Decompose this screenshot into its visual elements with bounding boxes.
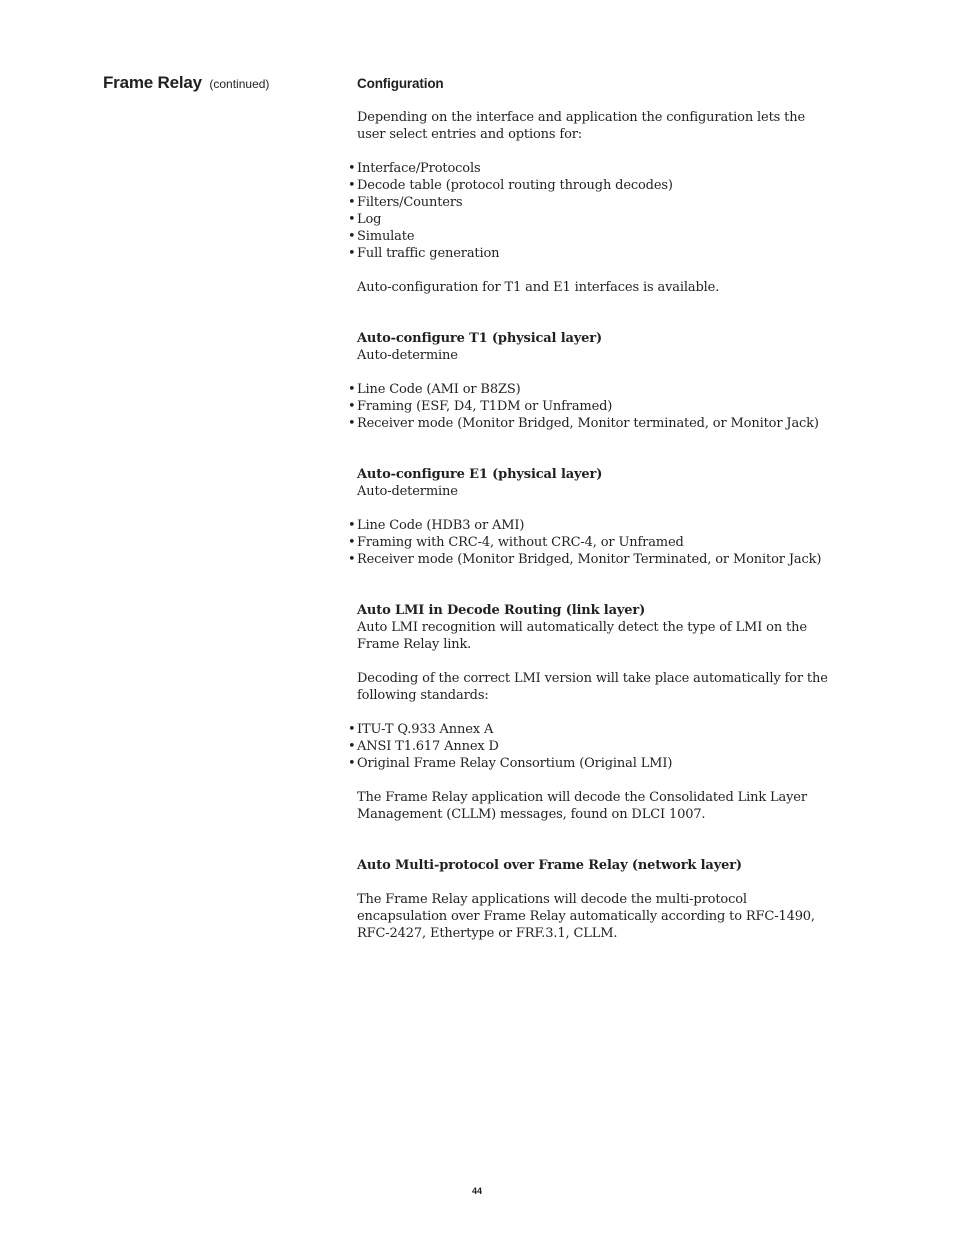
- section-continued-label: (continued): [209, 77, 270, 91]
- bullet-icon: •: [348, 382, 356, 397]
- bullet-icon: •: [348, 229, 356, 244]
- list-item: • ITU-T Q.933 Annex A: [348, 722, 494, 737]
- bullet-icon: •: [348, 756, 356, 771]
- list-item: • Filters/Counters: [348, 195, 463, 210]
- main-content: [348, 75, 837, 942]
- e1-list: [348, 517, 837, 568]
- list-item: • Line Code (AMI or B8ZS): [348, 382, 521, 397]
- bullet-icon: •: [348, 739, 356, 754]
- multiprotocol-heading: Auto Multi-protocol over Frame Relay (network layer): [357, 858, 742, 873]
- bullet-icon: •: [348, 178, 356, 193]
- section-title: Frame Relay: [103, 73, 202, 92]
- bullet-icon: •: [348, 212, 356, 227]
- list-item: • Log: [348, 212, 382, 227]
- list-item: • Receiver mode (Monitor Bridged, Monitor terminated, or Monitor Jack): [348, 416, 819, 431]
- configuration-intro: Depending on the interface and application the configuration lets the user select entries and options for:: [357, 110, 805, 142]
- bullet-icon: •: [348, 399, 356, 414]
- bullet-icon: •: [348, 195, 356, 210]
- lmi-text-3: The Frame Relay application will decode the Consolidated Link Layer Management (CLLM) messages, found on DLCI 1007.: [357, 790, 807, 822]
- e1-subtext: Auto-determine: [357, 484, 458, 499]
- page-number: 44: [471, 1186, 482, 1196]
- bullet-icon: •: [348, 416, 356, 431]
- list-item: • Simulate: [348, 229, 415, 244]
- lmi-text-2: Decoding of the correct LMI version will take place automatically for the following standards:: [357, 671, 828, 703]
- t1-subtext: Auto-determine: [357, 348, 458, 363]
- configuration-heading: Configuration: [357, 76, 444, 91]
- list-item: • Interface/Protocols: [348, 161, 481, 176]
- bullet-icon: •: [348, 535, 356, 550]
- list-item: • ANSI T1.617 Annex D: [348, 739, 499, 754]
- configuration-note: Auto-configuration for T1 and E1 interfaces is available.: [357, 280, 720, 295]
- bullet-icon: •: [348, 246, 356, 261]
- section-header: [103, 73, 269, 93]
- bullet-icon: •: [348, 518, 356, 533]
- configuration-list: [348, 160, 837, 262]
- list-item: • Framing with CRC-4, without CRC-4, or Unframed: [348, 535, 684, 550]
- lmi-heading: Auto LMI in Decode Routing (link layer): [357, 603, 646, 618]
- bullet-icon: •: [348, 161, 356, 176]
- bullet-icon: •: [348, 722, 356, 737]
- t1-list: [348, 381, 837, 432]
- bullet-icon: •: [348, 552, 356, 567]
- list-item: • Full traffic generation: [348, 246, 500, 261]
- list-item: • Receiver mode (Monitor Bridged, Monitor Terminated, or Monitor Jack): [348, 552, 822, 567]
- list-item: • Framing (ESF, D4, T1DM or Unframed): [348, 399, 613, 414]
- t1-heading: Auto-configure T1 (physical layer): [357, 331, 603, 346]
- lmi-list: [348, 721, 837, 772]
- list-item: • Line Code (HDB3 or AMI): [348, 518, 525, 533]
- lmi-text-1: Auto LMI recognition will automatically detect the type of LMI on the Frame Relay link.: [357, 620, 807, 652]
- e1-heading: Auto-configure E1 (physical layer): [357, 467, 603, 482]
- multiprotocol-text: The Frame Relay applications will decode the multi-protocol encapsulation over Frame Relay automatically according to RFC-1490, RFC-2427, Ethertype or FRF.3.1, CLLM.: [357, 892, 815, 941]
- list-item: • Decode table (protocol routing through decodes): [348, 178, 673, 193]
- list-item: • Original Frame Relay Consortium (Original LMI): [348, 756, 673, 771]
